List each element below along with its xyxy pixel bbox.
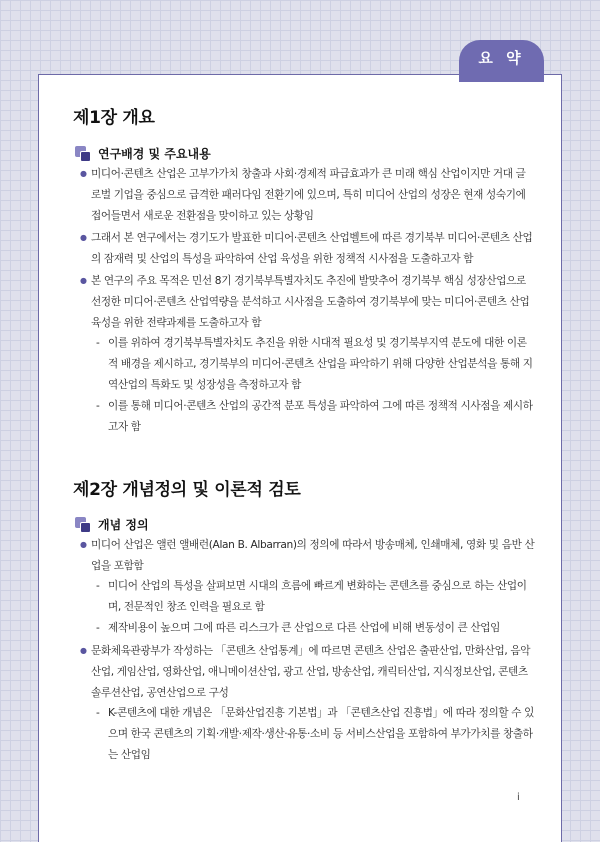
section-title: 개념 정의 <box>98 518 149 532</box>
chapter1-bullet-1: ● 미디어·콘텐츠 산업은 고부가가치 창출과 사회·경제적 파급효과가 큰 미래 핵심 산업이지만 거대 글로벌 기업을 중심으로 급격한 패러다임 전환기에 있으며, 특히 미디어 산업의 성장은 현재 성숙기에 접어들면서 새로운 전환점을 맞이하고 있는 상황임 <box>80 163 535 227</box>
chapter2-sub-2: - 제작비용이 높으며 그에 따른 리스크가 큰 산업으로 다른 산업에 비해 변동성이 큰 산업임 <box>96 618 536 639</box>
page-number: i <box>517 792 520 803</box>
chapter1-section-heading <box>75 145 211 162</box>
chapter1-title: 제1장 개요 <box>73 108 155 128</box>
section-square-icon <box>75 146 91 162</box>
chapter1-bullet-3: ● 본 연구의 주요 목적은 민선 8기 경기북부특별자치도 추진에 발맞추어 경기북부 핵심 성장산업으로 선정한 미디어·콘텐츠 산업역량을 분석하고 시사점을 도출하여 경기북부에 맞는 미디어·콘텐츠 산업 육성을 위한 전략과제를 도출하고자 함 <box>80 270 535 334</box>
chapter2-bullet-1: ● 미디어 산업은 앨런 앨배런(Alan B. Albarran)의 정의에 따라서 방송매체, 인쇄매체, 영화 및 음반 산업을 포함함 <box>80 534 535 577</box>
chapter2-sub-3: - K-콘텐츠에 대한 개념은 「문화산업진흥 기본법」과 「콘텐츠산업 진흥법」에 따라 정의할 수 있으며 한국 콘텐츠의 기획·개발·제작·생산·유통·소비 등 서비스산업을 포함하여 부가가치를 창출하는 산업임 <box>96 703 536 766</box>
chapter2-sub-1: - 미디어 산업의 특성을 살펴보면 시대의 흐름에 빠르게 변화하는 콘텐츠를 중심으로 하는 산업이며, 전문적인 창조 인력을 필요로 함 <box>96 576 536 618</box>
section-square-icon <box>75 517 91 533</box>
chapter1-sub-1: - 이를 위하여 경기북부특별자치도 추진을 위한 시대적 필요성 및 경기북부지역 분도에 대한 이론적 배경을 제시하고, 경기북부의 미디어·콘텐츠 산업을 파악하기 위해 다양한 산업분석을 통해 지역산업의 특화도 및 성장성을 측정하고자 함 <box>96 333 536 396</box>
chapter2-section-heading <box>75 516 149 533</box>
section-title: 연구배경 및 주요내용 <box>98 147 211 161</box>
chapter2-title: 제2장 개념정의 및 이론적 검토 <box>73 480 301 500</box>
chapter2-bullet-2: ● 문화체육관광부가 작성하는 「콘텐츠 산업통계」에 따르면 콘텐츠 산업은 출판산업, 만화산업, 음악산업, 게임산업, 영화산업, 애니메이션산업, 광고 산업, 방송산업, 캐릭터산업, 지식정보산업, 콘텐츠솔루션산업, 공연산업으로 구성 <box>80 640 535 704</box>
chapter1-sub-2: - 이를 통해 미디어·콘텐츠 산업의 공간적 분포 특성을 파악하여 그에 따른 정책적 시사점을 제시하고자 함 <box>96 396 536 438</box>
summary-tab: 요 약 <box>459 40 544 82</box>
chapter1-bullet-2: ● 그래서 본 연구에서는 경기도가 발표한 미디어·콘텐츠 산업벨트에 따른 경기북부 미디어·콘텐츠 산업의 잠재력 및 산업의 특성을 파악하여 산업 육성을 위한 정책적 시사점을 도출하고자 함 <box>80 227 535 270</box>
